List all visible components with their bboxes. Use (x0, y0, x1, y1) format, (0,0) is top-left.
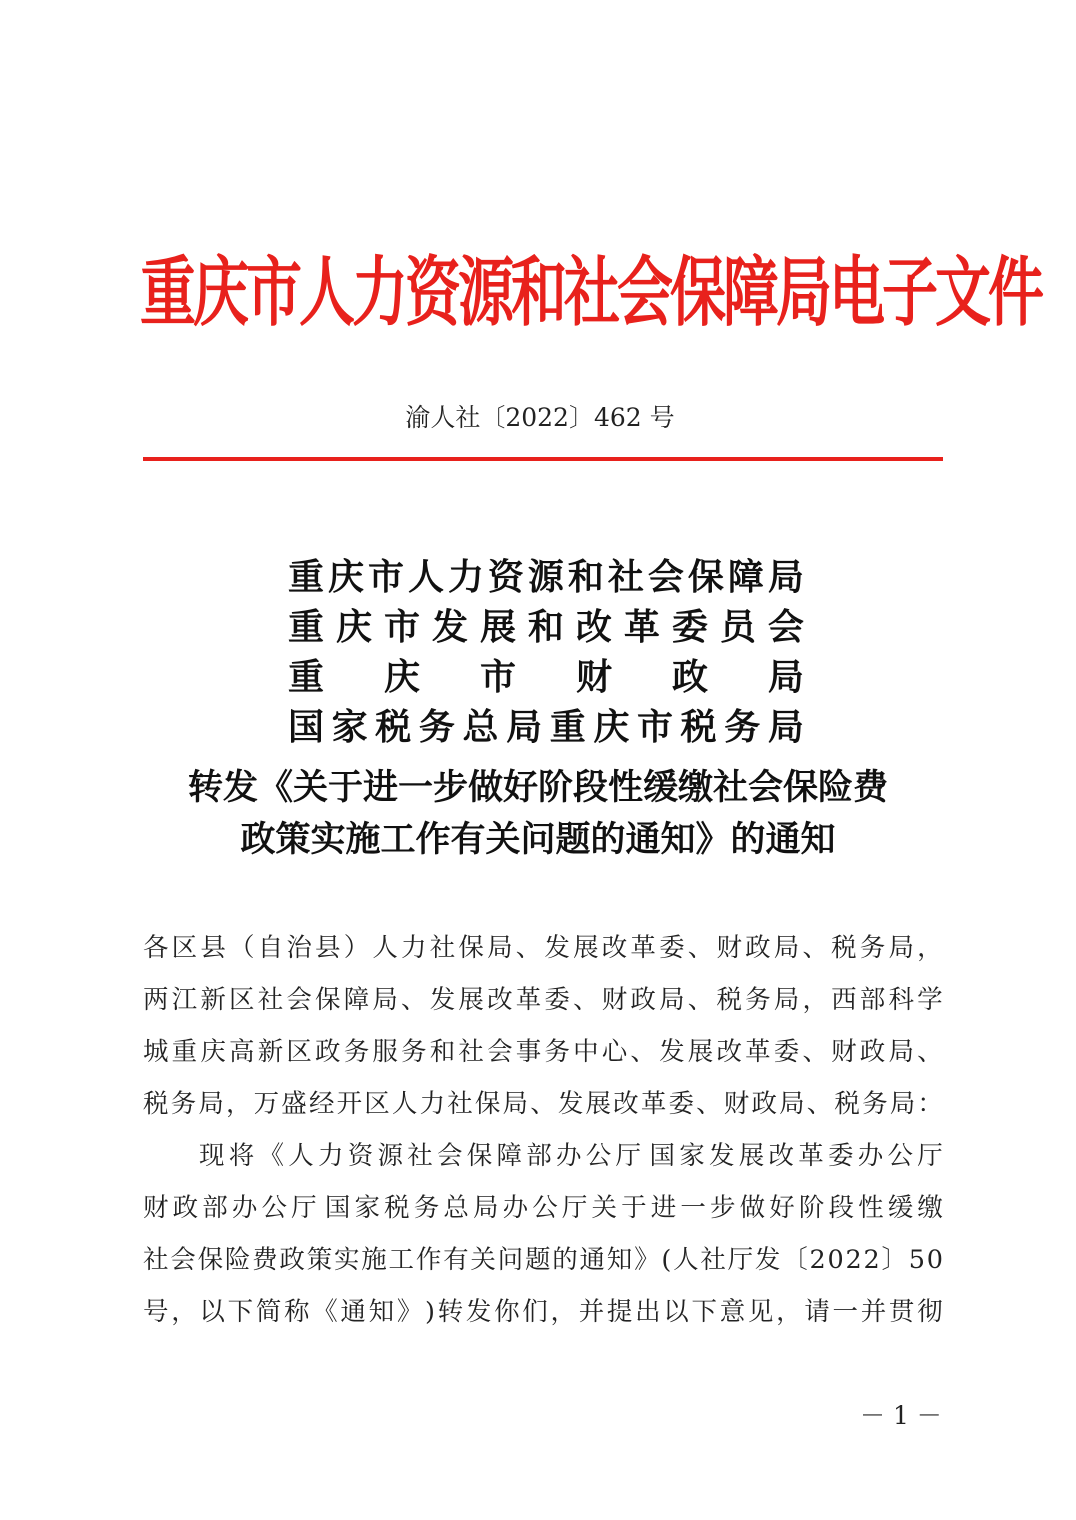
text-glyph: 发 (557, 1089, 584, 1119)
text-glyph: 家 (679, 1141, 705, 1171)
text-glyph: 、 (802, 1037, 828, 1067)
text-glyph: 财 (575, 656, 612, 698)
text-glyph: ) (425, 1297, 435, 1327)
text-glyph: 会 (767, 606, 804, 648)
text-glyph: 转 (437, 1297, 464, 1327)
text-glyph: 重 (288, 556, 325, 598)
text-glyph: 意 (719, 1297, 746, 1327)
text-glyph: 局 (372, 985, 398, 1015)
text-glyph: 务 (401, 1037, 427, 1067)
text-glyph: 公 (887, 1141, 913, 1171)
text-glyph: 局 (779, 1089, 805, 1119)
text-glyph: 一 (680, 1193, 706, 1223)
text-glyph: 关 (591, 1193, 617, 1223)
text-glyph: 事 (515, 1037, 542, 1067)
text-glyph: ， (550, 1297, 576, 1327)
text-glyph: 力 (318, 1141, 344, 1171)
text-glyph: 财 (143, 1193, 169, 1223)
text-glyph: 政 (172, 1193, 199, 1223)
text-glyph: 高 (229, 1037, 255, 1067)
text-glyph: 费 (252, 1245, 278, 1275)
text-glyph: 自 (257, 933, 284, 963)
text-glyph: 、 (806, 1089, 833, 1119)
text-glyph: 厅 (561, 1193, 588, 1223)
text-glyph: 家 (331, 706, 368, 748)
text-glyph: ， (917, 933, 943, 963)
text-glyph: 庆 (200, 1037, 226, 1067)
text-glyph: ， (776, 1297, 802, 1327)
text-glyph: 区 (364, 1089, 390, 1119)
text-glyph: 局 (773, 985, 800, 1015)
text-glyph: 2 (845, 1245, 862, 1275)
text-glyph: 下 (691, 1297, 718, 1327)
body-line (143, 1182, 943, 1234)
text-glyph: 委 (668, 1089, 694, 1119)
text-glyph: 展 (573, 933, 599, 963)
text-glyph: 革 (515, 985, 542, 1015)
text-glyph: 改 (575, 606, 612, 648)
text-glyph: 厅 (727, 1245, 754, 1275)
text-glyph: 公 (261, 1193, 288, 1223)
text-glyph: 〕 (881, 1245, 907, 1275)
text-glyph: 服 (372, 1037, 398, 1067)
text-glyph: 员 (719, 606, 756, 648)
text-glyph: 0 (926, 1245, 943, 1275)
text-glyph: 展 (585, 1089, 612, 1119)
issuing-authorities (288, 552, 804, 752)
text-glyph: 重 (549, 706, 586, 748)
text-glyph: 0 (827, 1245, 844, 1275)
body-line (143, 1286, 943, 1338)
text-glyph: 厅 (917, 1141, 943, 1171)
text-glyph: 源 (527, 556, 564, 598)
text-glyph: 出 (635, 1297, 661, 1327)
text-glyph: 贯 (888, 1297, 915, 1327)
text-glyph: 革 (640, 1089, 667, 1119)
text-glyph: 部 (202, 1193, 228, 1223)
text-glyph: 委 (773, 1037, 800, 1067)
text-glyph: 问 (497, 1245, 524, 1275)
text-glyph: 科 (888, 985, 914, 1015)
issuer-line (288, 552, 804, 602)
text-glyph: 市 (383, 606, 420, 648)
text-glyph: ， (225, 1089, 252, 1119)
issuer-line (288, 702, 804, 752)
text-glyph: 厅 (291, 1193, 317, 1223)
text-glyph: 社 (143, 1245, 169, 1275)
text-glyph: 改 (716, 1037, 742, 1067)
text-glyph: 国 (288, 706, 325, 748)
text-glyph: 财 (716, 933, 742, 963)
text-glyph: 务 (862, 1089, 888, 1119)
text-glyph: 务 (343, 1037, 370, 1067)
text-glyph: 请 (804, 1297, 830, 1327)
text-glyph: 提 (606, 1297, 633, 1327)
text-glyph: 展 (687, 1037, 714, 1067)
text-glyph: 革 (630, 933, 656, 963)
text-glyph: 重 (288, 606, 325, 648)
text-glyph: 、 (515, 933, 542, 963)
text-glyph: 见 (747, 1297, 774, 1327)
text-glyph: 社 (700, 1245, 726, 1275)
text-glyph: 局 (506, 706, 543, 748)
text-glyph: 力 (447, 556, 484, 598)
text-glyph: 会 (487, 1037, 513, 1067)
text-glyph: 现 (199, 1141, 225, 1171)
text-glyph: 阶 (798, 1193, 825, 1223)
text-glyph: 税 (143, 1089, 169, 1119)
text-glyph: 知 (368, 1297, 395, 1327)
text-glyph: 新 (257, 1037, 284, 1067)
body-line (143, 922, 943, 974)
text-glyph: 委 (671, 606, 708, 648)
text-glyph: 、 (696, 1089, 722, 1119)
text-glyph: 源 (377, 1141, 404, 1171)
text-glyph: 人 (372, 933, 398, 963)
text-glyph: 们 (522, 1297, 548, 1327)
body-line (143, 1026, 943, 1078)
body-line (143, 974, 943, 1026)
text-glyph: 展 (458, 985, 484, 1015)
text-glyph: 会 (170, 1245, 196, 1275)
text-glyph: 人 (407, 556, 444, 598)
text-glyph: 务 (413, 1193, 440, 1223)
text-glyph: 税 (716, 985, 742, 1015)
text-glyph: 城 (143, 1037, 169, 1067)
text-glyph: 改 (487, 985, 513, 1015)
text-glyph: 社 (257, 985, 284, 1015)
text-glyph: 保 (466, 1141, 493, 1171)
text-glyph: 公 (532, 1193, 558, 1223)
text-glyph: 以 (663, 1297, 689, 1327)
text-glyph: 政 (751, 1089, 777, 1119)
text-glyph: 发 (708, 1141, 735, 1171)
page-number: － 1 － (860, 1401, 942, 1430)
text-glyph: 市 (479, 656, 516, 698)
title-line: 政策实施工作有关问题的通知》的通知 (240, 819, 836, 860)
text-glyph: 社 (607, 556, 644, 598)
text-glyph: 工 (388, 1245, 415, 1275)
text-glyph: 区 (286, 1037, 312, 1067)
text-glyph: 重 (288, 656, 325, 698)
body-line (143, 1234, 943, 1286)
text-glyph: 发 (429, 985, 456, 1015)
text-glyph: 发 (544, 933, 570, 963)
text-glyph: 经 (308, 1089, 335, 1119)
text-glyph: 务 (418, 706, 455, 748)
text-glyph: 《 (258, 1141, 285, 1171)
text-glyph: 治 (286, 933, 312, 963)
text-glyph: 、 (802, 933, 828, 963)
text-glyph: 心 (601, 1037, 628, 1067)
text-glyph: 缓 (887, 1193, 914, 1223)
text-glyph: ： (917, 1089, 943, 1119)
text-glyph: 保 (197, 1245, 224, 1275)
text-glyph: 、 (401, 985, 427, 1015)
text-glyph: 财 (831, 1037, 857, 1067)
text-glyph: 、 (573, 985, 599, 1015)
text-glyph: 公 (585, 1141, 612, 1171)
text-glyph: 盛 (281, 1089, 307, 1119)
text-glyph: 国 (324, 1193, 351, 1223)
text-glyph: 务 (724, 706, 761, 748)
text-glyph: 和 (429, 1037, 456, 1067)
text-glyph: 通 (579, 1245, 606, 1275)
text-glyph: 学 (917, 985, 943, 1015)
text-glyph: 保 (315, 985, 341, 1015)
text-glyph: 于 (621, 1193, 647, 1223)
text-glyph: 庆 (593, 706, 630, 748)
text-glyph: 简 (255, 1297, 282, 1327)
text-glyph: 区 (171, 933, 198, 963)
text-glyph: 改 (601, 933, 628, 963)
text-glyph: 市 (637, 706, 674, 748)
text-glyph: 社 (429, 933, 456, 963)
text-glyph: 、 (687, 985, 714, 1015)
text-glyph: 你 (494, 1297, 520, 1327)
text-glyph: 局 (767, 656, 804, 698)
text-glyph: 革 (623, 606, 660, 648)
text-glyph: 开 (336, 1089, 363, 1119)
text-glyph: 〔 (782, 1245, 808, 1275)
text-glyph: 局 (472, 1193, 499, 1223)
text-glyph: 税 (680, 706, 717, 748)
text-glyph: 的 (552, 1245, 578, 1275)
text-glyph: 万 (253, 1089, 280, 1119)
text-glyph: 段 (828, 1193, 854, 1223)
body-line (143, 1130, 943, 1182)
text-glyph: 资 (347, 1141, 374, 1171)
text-glyph: 好 (769, 1193, 795, 1223)
text-glyph: 险 (224, 1245, 251, 1275)
text-glyph: 障 (727, 556, 764, 598)
title-line: 转发《关于进一步做好阶段性缓缴社会保险费 (187, 767, 888, 808)
text-glyph: 将 (228, 1141, 255, 1171)
text-glyph: 以 (199, 1297, 225, 1327)
red-divider-line (143, 457, 943, 461)
text-glyph: 下 (227, 1297, 254, 1327)
text-glyph: 税 (834, 1089, 860, 1119)
text-glyph: 务 (859, 933, 886, 963)
text-glyph: 通 (340, 1297, 366, 1327)
text-glyph: 江 (171, 985, 198, 1015)
text-glyph: 局 (502, 1089, 529, 1119)
text-glyph: 号 (143, 1297, 169, 1327)
issuer-line (288, 652, 804, 702)
text-glyph: 步 (709, 1193, 736, 1223)
text-glyph: 局 (767, 556, 804, 598)
text-glyph: 资 (487, 556, 524, 598)
text-glyph: 政 (745, 933, 771, 963)
text-glyph: 务 (170, 1089, 197, 1119)
text-glyph: 委 (544, 985, 570, 1015)
text-glyph: 政 (279, 1245, 305, 1275)
text-glyph: 部 (526, 1141, 552, 1171)
issuer-line (288, 602, 804, 652)
text-glyph: 人 (673, 1245, 699, 1275)
text-glyph: 办 (502, 1193, 529, 1223)
text-glyph: 、 (687, 933, 714, 963)
text-glyph: 税 (384, 1193, 410, 1223)
text-glyph: 县 (200, 933, 226, 963)
text-glyph: 施 (361, 1245, 387, 1275)
text-glyph: 两 (143, 985, 169, 1015)
text-glyph: 家 (354, 1193, 380, 1223)
text-glyph: 办 (556, 1141, 582, 1171)
text-glyph: 国 (649, 1141, 675, 1171)
text-glyph: 财 (601, 985, 628, 1015)
text-glyph: 各 (143, 933, 169, 963)
text-glyph: 展 (479, 606, 516, 648)
text-glyph: 和 (567, 556, 604, 598)
text-glyph: 中 (573, 1037, 599, 1067)
text-glyph: 5 (908, 1245, 925, 1275)
text-glyph: 保 (458, 933, 484, 963)
text-glyph: 部 (859, 985, 886, 1015)
text-glyph: 做 (739, 1193, 766, 1223)
text-glyph: ， (802, 985, 828, 1015)
text-glyph: 发 (659, 1037, 685, 1067)
text-glyph: 人 (391, 1089, 418, 1119)
text-glyph: 会 (437, 1141, 463, 1171)
text-glyph: 重 (171, 1037, 198, 1067)
document-number: 渝人社〔2022〕462 号 (405, 403, 675, 432)
text-glyph: 税 (831, 933, 857, 963)
text-glyph: 局 (198, 1089, 224, 1119)
text-glyph: 庆 (327, 556, 364, 598)
text-glyph: 进 (650, 1193, 677, 1223)
text-glyph: 一 (832, 1297, 859, 1327)
text-glyph: 关 (470, 1245, 496, 1275)
text-glyph: 西 (831, 985, 857, 1015)
text-glyph: 财 (723, 1089, 750, 1119)
text-glyph: 局 (773, 933, 800, 963)
body-text (143, 922, 943, 1338)
text-glyph: 总 (443, 1193, 469, 1223)
text-glyph: 实 (333, 1245, 360, 1275)
text-glyph: 办 (857, 1141, 884, 1171)
text-glyph: 作 (415, 1245, 442, 1275)
text-glyph: 政 (315, 1037, 341, 1067)
text-glyph: 有 (443, 1245, 469, 1275)
text-glyph: 政 (671, 656, 708, 698)
text-glyph: 保 (687, 556, 724, 598)
text-glyph: （ (229, 933, 255, 963)
text-glyph: 2 (809, 1245, 826, 1275)
text-glyph: 》 (634, 1245, 660, 1275)
text-glyph: 务 (745, 985, 771, 1015)
text-glyph: 总 (462, 706, 499, 748)
text-glyph: ） (343, 933, 370, 963)
text-glyph: 发 (754, 1245, 781, 1275)
text-glyph: 称 (284, 1297, 310, 1327)
text-glyph: 税 (375, 706, 412, 748)
text-glyph: 局 (487, 933, 513, 963)
text-glyph: 局 (889, 1089, 916, 1119)
text-glyph: 展 (738, 1141, 765, 1171)
text-glyph: 力 (401, 933, 427, 963)
text-glyph: 社 (407, 1141, 433, 1171)
text-glyph: 务 (544, 1037, 570, 1067)
document-title (120, 762, 956, 866)
text-glyph: 并 (578, 1297, 605, 1327)
text-glyph: 厅 (615, 1141, 642, 1171)
text-glyph: 革 (798, 1141, 824, 1171)
text-glyph: 市 (367, 556, 404, 598)
text-glyph: 知 (606, 1245, 633, 1275)
text-glyph: 2 (863, 1245, 880, 1275)
text-glyph: 政 (630, 985, 656, 1015)
text-glyph: 委 (659, 933, 685, 963)
text-glyph: 局 (659, 985, 685, 1015)
text-glyph: 《 (312, 1297, 338, 1327)
text-glyph: 、 (530, 1089, 556, 1119)
text-glyph: ( (661, 1245, 672, 1275)
text-glyph: 并 (860, 1297, 887, 1327)
text-glyph: 障 (343, 985, 370, 1015)
text-glyph: 、 (630, 1037, 656, 1067)
text-glyph: 县 (315, 933, 341, 963)
text-glyph: 新 (200, 985, 226, 1015)
text-glyph: 社 (447, 1089, 473, 1119)
text-glyph: 彻 (917, 1297, 943, 1327)
masthead-title: 重庆市人力资源和社会保障局电子文件 (140, 248, 1041, 338)
text-glyph: 社 (458, 1037, 484, 1067)
text-glyph: 委 (827, 1141, 854, 1171)
text-glyph: 保 (474, 1089, 501, 1119)
text-glyph: 局 (888, 1037, 914, 1067)
text-glyph: 》 (396, 1297, 423, 1327)
text-glyph: 改 (613, 1089, 639, 1119)
text-glyph: 改 (768, 1141, 794, 1171)
text-glyph: 革 (745, 1037, 771, 1067)
text-glyph: 性 (858, 1193, 884, 1223)
text-glyph: 发 (465, 1297, 492, 1327)
text-glyph: 发 (431, 606, 468, 648)
text-glyph: 局 (888, 933, 914, 963)
text-glyph: 和 (527, 606, 564, 648)
text-glyph: 会 (286, 985, 312, 1015)
text-glyph: 力 (419, 1089, 446, 1119)
text-glyph: 庆 (335, 606, 372, 648)
text-glyph: 策 (306, 1245, 333, 1275)
text-glyph: 会 (647, 556, 684, 598)
text-glyph: 区 (229, 985, 255, 1015)
text-glyph: 政 (859, 1037, 886, 1067)
text-glyph: 庆 (383, 656, 420, 698)
text-glyph: 人 (288, 1141, 314, 1171)
text-glyph: 障 (496, 1141, 523, 1171)
text-glyph: 局 (767, 706, 804, 748)
text-glyph: 办 (231, 1193, 258, 1223)
text-glyph: 题 (524, 1245, 551, 1275)
text-glyph: 缴 (917, 1193, 943, 1223)
body-line (143, 1078, 943, 1130)
text-glyph: 、 (917, 1037, 943, 1067)
text-glyph: ， (171, 1297, 197, 1327)
